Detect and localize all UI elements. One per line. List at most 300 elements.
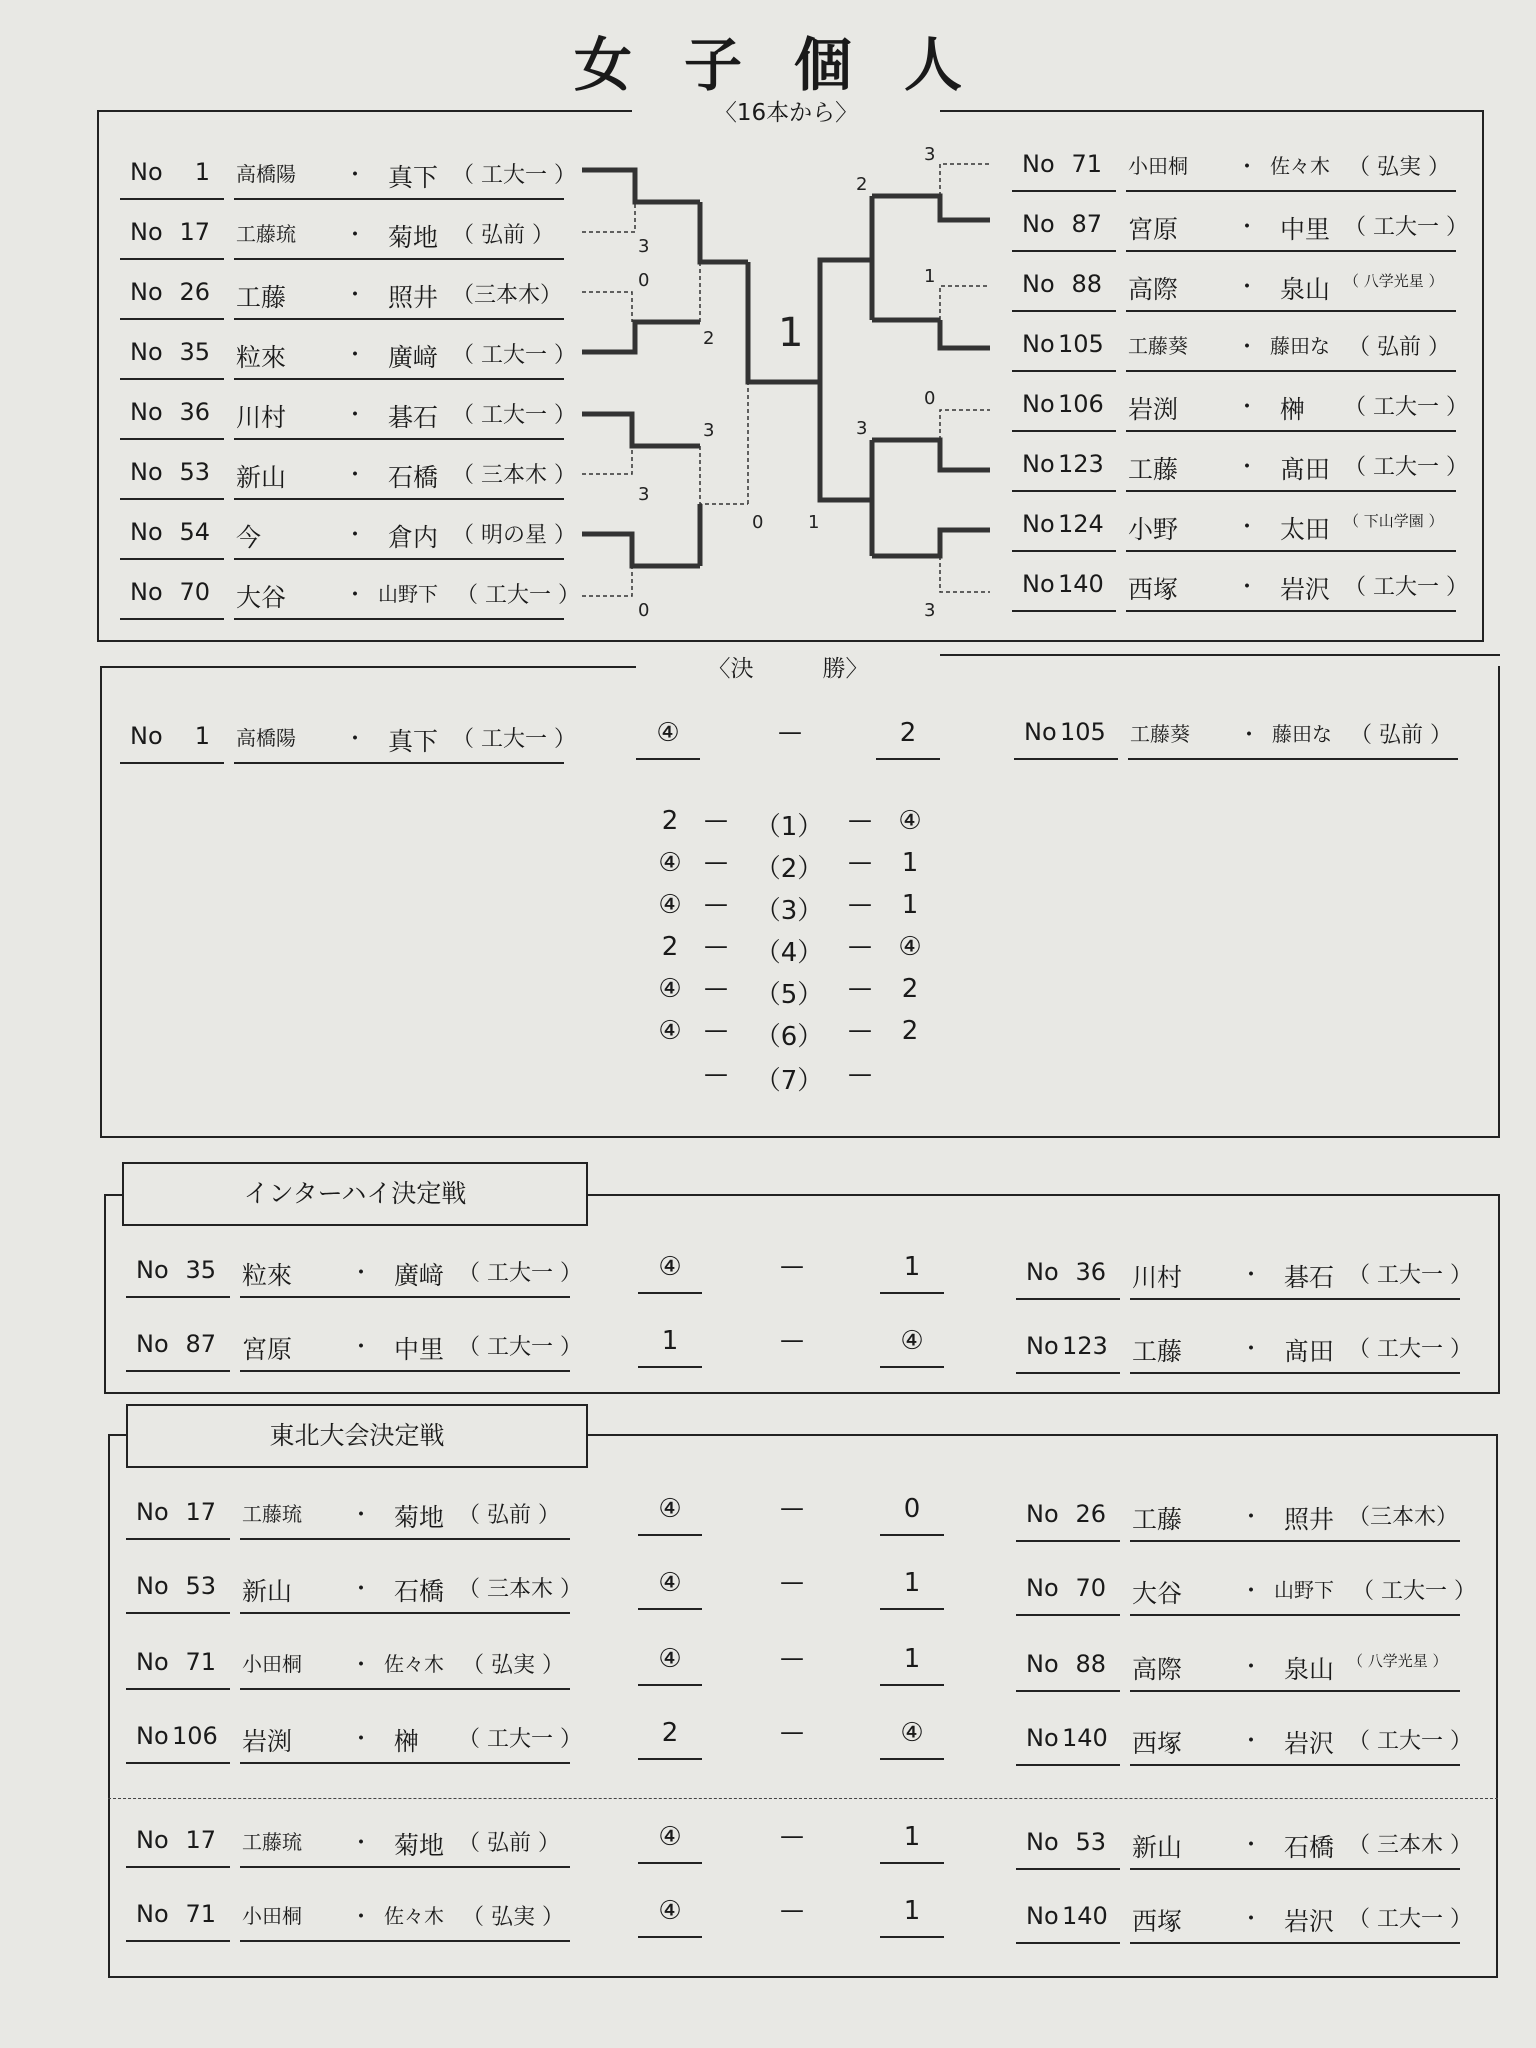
- player-name-1: 工藤葵: [1128, 334, 1188, 358]
- bracket-winner-line: [872, 530, 990, 556]
- player-name-2: 榊: [1280, 395, 1306, 424]
- player-name-2: 碁石: [388, 403, 439, 432]
- playoff-right-entry-row: [1016, 1326, 1472, 1372]
- school-name: （ 八学光星 ）: [1344, 272, 1444, 290]
- bout-dash: —: [848, 1060, 872, 1088]
- entry-no-label: No: [130, 398, 163, 426]
- player-name-2: 真下: [388, 163, 439, 192]
- page-title: 女子個人: [573, 31, 1014, 99]
- playoff-dash: —: [780, 1568, 804, 1596]
- playoff-score-left: 2: [661, 1718, 679, 1748]
- entry-no-label: No: [136, 1722, 169, 1750]
- bracket-loser-line: [940, 556, 990, 592]
- name-separator: ・: [1240, 1505, 1263, 1530]
- player-name-2: 菊地: [394, 1503, 445, 1532]
- player-name-1: 小田桐: [1128, 154, 1188, 178]
- bout-dash: —: [848, 932, 872, 960]
- playoff-score-right: 1: [903, 1896, 921, 1926]
- name-separator: ・: [350, 1577, 373, 1602]
- entry-underline: [1130, 1298, 1460, 1300]
- name-separator: ・: [1240, 1337, 1263, 1362]
- bout-number: （4）: [754, 938, 824, 968]
- entry-underline: [126, 1688, 230, 1690]
- playoff-left-entry-row: [126, 1894, 576, 1940]
- player-name-1: 小田桐: [242, 1904, 302, 1928]
- player-name-1: 小田桐: [242, 1652, 302, 1676]
- playoff-right-entry-row: [1016, 1822, 1472, 1868]
- score-underline: [880, 1608, 944, 1610]
- playoff-right-entry-row: [1016, 1718, 1472, 1764]
- bout-number: （2）: [754, 854, 824, 884]
- school-name: （ 工大一 ）: [1344, 215, 1468, 240]
- entry-underline: [1016, 1614, 1120, 1616]
- bracket-winner-line: [872, 196, 990, 220]
- name-separator: ・: [1240, 1655, 1263, 1680]
- bout-dash: —: [704, 932, 728, 960]
- school-name: （ 下山学園 ）: [1344, 512, 1444, 530]
- entry-underline: [1016, 1868, 1120, 1870]
- school-name: （ 工大一 ）: [1348, 1907, 1472, 1932]
- bracket-winner-line: [582, 414, 700, 446]
- player-name-2: 山野下: [1274, 1578, 1334, 1602]
- entry-underline: [126, 1612, 230, 1614]
- entry-number: 35: [185, 1256, 216, 1284]
- entry-underline: [240, 1538, 570, 1540]
- bracket-score: 1: [808, 512, 820, 533]
- entry-underline: [1130, 1690, 1460, 1692]
- bout-number: （5）: [754, 980, 824, 1010]
- entry-no-label: No: [1022, 450, 1055, 478]
- bracket-loser-line: [700, 446, 748, 504]
- bracket-winner-line: [582, 534, 700, 566]
- player-name-2: 石橋: [1284, 1833, 1335, 1862]
- name-separator: ・: [344, 223, 367, 248]
- score-underline: [638, 1534, 702, 1536]
- bracket-score: 3: [638, 236, 650, 257]
- entry-underline: [126, 1762, 230, 1764]
- bracket-loser-line: [940, 164, 990, 196]
- entry-number: 36: [179, 398, 210, 426]
- entry-number: 54: [179, 518, 210, 546]
- entry-no-label: No: [130, 218, 163, 246]
- school-name: （ 工大一 ）: [458, 1261, 582, 1286]
- bracket-score: 2: [703, 328, 715, 349]
- entry-no-label: No: [1026, 1724, 1059, 1752]
- score-underline: [638, 1862, 702, 1864]
- interhigh-tab: インターハイ決定戦: [122, 1162, 588, 1226]
- bracket-winner-line: [582, 170, 700, 202]
- score-underline: [880, 1758, 944, 1760]
- score-underline: [638, 1684, 702, 1686]
- school-name: （三本木）: [1348, 1505, 1459, 1530]
- playoff-left-entry-row: [126, 1716, 582, 1762]
- playoff-score-right: 1: [903, 1644, 921, 1674]
- final-left-entry-row: [120, 716, 576, 762]
- entry-underline: [240, 1866, 570, 1868]
- entry-no-label: No: [130, 578, 163, 606]
- entry-number: 71: [1071, 150, 1102, 178]
- school-name: （ 工大一 ）: [1348, 1729, 1472, 1754]
- entry-number: 140: [1062, 1724, 1108, 1752]
- name-separator: ・: [350, 1905, 373, 1930]
- player-name-1: 西塚: [1132, 1907, 1183, 1936]
- playoff-right-entry-row: [1016, 1252, 1472, 1298]
- player-name-2: 倉内: [388, 523, 439, 552]
- entry-no-label: No: [130, 518, 163, 546]
- school-name: （ 三本木 ）: [458, 1577, 582, 1602]
- player-name-1: 粒來: [242, 1261, 293, 1290]
- school-name: （ 工大一 ）: [1348, 1263, 1472, 1288]
- score-underline: [638, 1366, 702, 1368]
- entry-no-label: No: [130, 158, 163, 186]
- tohoku-tab: 東北大会決定戦: [126, 1404, 588, 1468]
- entry-underline: [126, 1370, 230, 1372]
- playoff-dash: —: [780, 1326, 804, 1354]
- entry-underline: [1128, 758, 1458, 760]
- bracket-score: 0: [752, 512, 764, 533]
- entry-underline: [1130, 1540, 1460, 1542]
- name-separator: ・: [1240, 1263, 1263, 1288]
- entry-underline: [1016, 1942, 1120, 1944]
- bout-number: （7）: [754, 1066, 824, 1096]
- school-name: （ 弘実 ）: [462, 1905, 564, 1930]
- playoff-score-right: 1: [903, 1568, 921, 1598]
- playoff-right-entry-row: [1016, 1568, 1476, 1614]
- player-name-2: 照井: [388, 283, 439, 312]
- bout-dash: —: [704, 1016, 728, 1044]
- school-name: （ 工大一 ）: [458, 1335, 582, 1360]
- playoff-right-entry-row: [1016, 1644, 1466, 1690]
- entry-no-label: No: [136, 1900, 169, 1928]
- player-name-1: 工藤: [1128, 455, 1179, 484]
- player-name-1: 新山: [1132, 1833, 1183, 1862]
- bracket-score: 0: [924, 388, 936, 409]
- bracket-loser-line: [582, 202, 635, 232]
- player-name-1: 工藤琉: [242, 1830, 302, 1854]
- bracket-loser-line: [940, 410, 990, 440]
- school-name: （ 弘前 ）: [458, 1503, 560, 1528]
- entry-number: 140: [1062, 1902, 1108, 1930]
- bracket-winner-line: [940, 320, 990, 348]
- bout-score-left: 2: [661, 932, 679, 962]
- player-name-1: 川村: [236, 403, 287, 432]
- bracket-score: 1: [924, 266, 936, 287]
- player-name-2: 藤田な: [1272, 722, 1332, 746]
- entry-no-label: No: [1022, 270, 1055, 298]
- score-underline: [880, 1684, 944, 1686]
- entry-number: 17: [185, 1498, 216, 1526]
- bout-number: （1）: [754, 812, 824, 842]
- playoff-dash: —: [780, 1644, 804, 1672]
- entry-number: 124: [1058, 510, 1104, 538]
- player-name-2: 石橋: [388, 463, 439, 492]
- school-name: （ 弘前 ）: [1348, 335, 1450, 360]
- bout-number: （6）: [754, 1022, 824, 1052]
- final-score-dash: —: [778, 718, 802, 746]
- entry-number: 36: [1075, 1258, 1106, 1286]
- entry-number: 71: [185, 1900, 216, 1928]
- player-name-2: 泉山: [1280, 275, 1331, 304]
- name-separator: ・: [1240, 1907, 1263, 1932]
- bracket-winner-line: [820, 260, 872, 382]
- school-name: （ 工大一 ）: [1344, 575, 1468, 600]
- final-score-left: ④: [656, 718, 680, 748]
- playoff-score-left: ④: [658, 1568, 682, 1598]
- bracket-loser-line: [582, 446, 632, 474]
- score-underline: [876, 758, 940, 760]
- entry-number: 26: [179, 278, 210, 306]
- bout-dash: —: [704, 848, 728, 876]
- entry-number: 35: [179, 338, 210, 366]
- entry-number: 123: [1062, 1332, 1108, 1360]
- entry-number: 17: [179, 218, 210, 246]
- playoff-dash: —: [780, 1718, 804, 1746]
- player-name-2: 髙田: [1284, 1337, 1335, 1366]
- bracket-loser-line: [582, 292, 632, 322]
- entry-underline: [240, 1940, 570, 1942]
- playoff-dash: —: [780, 1822, 804, 1850]
- entry-underline: [234, 762, 564, 764]
- playoff-left-entry-row: [126, 1642, 576, 1688]
- entry-number: 53: [179, 458, 210, 486]
- player-name-1: 宮原: [1128, 215, 1179, 244]
- player-name-2: 碁石: [1284, 1263, 1335, 1292]
- school-name: （ 工大一 ）: [1348, 1337, 1472, 1362]
- player-name-2: 泉山: [1284, 1655, 1335, 1684]
- entry-underline: [126, 1296, 230, 1298]
- bout-dash: —: [848, 974, 872, 1002]
- entry-number: 105: [1058, 330, 1104, 358]
- bout-number: （3）: [754, 896, 824, 926]
- school-name: （ 工大一 ）: [456, 583, 580, 608]
- player-name-2: 中里: [1280, 215, 1331, 244]
- bout-score-left: ④: [658, 1016, 682, 1046]
- entry-number: 106: [1058, 390, 1104, 418]
- player-name-2: 藤田な: [1270, 334, 1330, 358]
- player-name-2: 石橋: [394, 1577, 445, 1606]
- player-name-1: 宮原: [242, 1335, 293, 1364]
- entry-no-label: No: [136, 1572, 169, 1600]
- entry-underline: [1016, 1764, 1120, 1766]
- player-name-1: 西塚: [1132, 1729, 1183, 1758]
- name-separator: ・: [1236, 155, 1259, 180]
- entry-underline: [126, 1940, 230, 1942]
- entry-number: 87: [185, 1330, 216, 1358]
- name-separator: ・: [344, 583, 367, 608]
- name-separator: ・: [344, 343, 367, 368]
- entry-underline: [1016, 1298, 1120, 1300]
- player-name-1: 岩渕: [1128, 395, 1179, 424]
- player-name-1: 新山: [242, 1577, 293, 1606]
- player-name-1: 新山: [236, 463, 287, 492]
- playoff-dash: —: [780, 1252, 804, 1280]
- player-name-2: 中里: [394, 1335, 445, 1364]
- entry-underline: [1016, 1540, 1120, 1542]
- playoff-dash: —: [780, 1896, 804, 1924]
- entry-number: 88: [1071, 270, 1102, 298]
- bracket-score: 0: [638, 270, 650, 291]
- entry-number: 1: [194, 722, 210, 750]
- name-separator: ・: [1240, 1833, 1263, 1858]
- name-separator: ・: [1236, 575, 1259, 600]
- entry-no-label: No: [1022, 390, 1055, 418]
- playoff-left-entry-row: [126, 1324, 582, 1370]
- entry-number: 53: [185, 1572, 216, 1600]
- school-name: （ 工大一 ）: [452, 403, 576, 428]
- name-separator: ・: [1236, 275, 1259, 300]
- name-separator: ・: [1238, 723, 1261, 748]
- player-name-2: 山野下: [378, 582, 438, 606]
- entry-no-label: No: [1026, 1902, 1059, 1930]
- entry-number: 87: [1071, 210, 1102, 238]
- entry-underline: [1014, 758, 1118, 760]
- bracket-lines: [0, 0, 1536, 660]
- school-name: （ 明の星 ）: [452, 523, 576, 548]
- entry-underline: [1130, 1614, 1460, 1616]
- entry-number: 70: [1075, 1574, 1106, 1602]
- player-name-2: 佐々木: [1270, 154, 1330, 178]
- name-separator: ・: [344, 523, 367, 548]
- entry-no-label: No: [136, 1498, 169, 1526]
- bout-score-right: ④: [898, 932, 922, 962]
- bout-dash: —: [704, 1060, 728, 1088]
- entry-no-label: No: [1026, 1500, 1059, 1528]
- entry-number: 1: [194, 158, 210, 186]
- entry-underline: [120, 762, 224, 764]
- player-name-1: 今: [236, 523, 262, 552]
- bracket-loser-line: [940, 286, 990, 320]
- entry-underline: [240, 1370, 570, 1372]
- name-separator: ・: [1236, 455, 1259, 480]
- bout-score-right: ④: [898, 806, 922, 836]
- player-name-1: 工藤琉: [236, 222, 296, 246]
- bout-dash: —: [704, 890, 728, 918]
- player-name-1: 川村: [1132, 1263, 1183, 1292]
- entry-no-label: No: [130, 278, 163, 306]
- name-separator: ・: [350, 1335, 373, 1360]
- player-name-2: 佐々木: [384, 1652, 444, 1676]
- name-separator: ・: [344, 403, 367, 428]
- bracket-score: 0: [638, 600, 650, 621]
- player-name-1: 西塚: [1128, 575, 1179, 604]
- player-name-2: 佐々木: [384, 1904, 444, 1928]
- entry-no-label: No: [1026, 1258, 1059, 1286]
- name-separator: ・: [344, 283, 367, 308]
- entry-number: 70: [179, 578, 210, 606]
- entry-no-label: No: [1022, 330, 1055, 358]
- bout-score-left: ④: [658, 848, 682, 878]
- school-name: （ 工大一 ）: [1344, 455, 1468, 480]
- bout-dash: —: [848, 848, 872, 876]
- bout-dash: —: [848, 1016, 872, 1044]
- entry-no-label: No: [1026, 1828, 1059, 1856]
- player-name-1: 岩渕: [242, 1727, 293, 1756]
- bout-score-left: ④: [658, 890, 682, 920]
- playoff-right-entry-row: [1016, 1896, 1472, 1942]
- bout-dash: —: [848, 806, 872, 834]
- bracket-score: 3: [703, 420, 715, 441]
- playoff-left-entry-row: [126, 1820, 576, 1866]
- entry-number: 123: [1058, 450, 1104, 478]
- playoff-score-left: ④: [658, 1822, 682, 1852]
- player-name-2: 廣﨑: [388, 343, 439, 372]
- entry-underline: [1130, 1372, 1460, 1374]
- school-name: （ 八学光星 ）: [1348, 1652, 1448, 1670]
- playoff-left-entry-row: [126, 1492, 576, 1538]
- player-name-2: 髙田: [1280, 455, 1331, 484]
- player-name-2: 岩沢: [1284, 1907, 1335, 1936]
- school-name: （ 工大一 ）: [452, 163, 576, 188]
- school-name: （ 弘前 ）: [452, 223, 554, 248]
- player-name-2: 廣﨑: [394, 1261, 445, 1290]
- entry-underline: [1130, 1942, 1460, 1944]
- entry-number: 53: [1075, 1828, 1106, 1856]
- bracket-champion-mark: 1: [778, 310, 804, 356]
- playoff-score-left: ④: [658, 1644, 682, 1674]
- entry-underline: [126, 1538, 230, 1540]
- bracket-loser-line: [582, 566, 632, 596]
- entry-underline: [240, 1762, 570, 1764]
- entry-no-label: No: [136, 1330, 169, 1358]
- score-underline: [638, 1292, 702, 1294]
- name-separator: ・: [350, 1503, 373, 1528]
- school-name: （ 弘実 ）: [462, 1653, 564, 1678]
- bracket-winner-line: [872, 440, 990, 470]
- bout-score-right: 1: [901, 890, 919, 920]
- school-name: （ 弘前 ）: [458, 1831, 560, 1856]
- player-name-1: 工藤: [1132, 1505, 1183, 1534]
- bout-score-right: 1: [901, 848, 919, 878]
- score-underline: [880, 1936, 944, 1938]
- player-name-2: 太田: [1280, 515, 1331, 544]
- name-separator: ・: [1240, 1579, 1263, 1604]
- school-name: （ 三本木 ）: [452, 463, 576, 488]
- bracket-winner-line: [700, 202, 748, 262]
- school-name: （ 三本木 ）: [1348, 1833, 1472, 1858]
- player-name-1: 粒來: [236, 343, 287, 372]
- name-separator: ・: [1240, 1729, 1263, 1754]
- player-name-2: 岩沢: [1284, 1729, 1335, 1758]
- player-name-1: 高際: [1132, 1655, 1183, 1684]
- entry-no-label: No: [1022, 570, 1055, 598]
- player-name-1: 小野: [1128, 515, 1179, 544]
- playoff-score-right: 1: [903, 1252, 921, 1282]
- final-frame-top-left: [100, 666, 636, 668]
- entry-no-label: No: [1026, 1650, 1059, 1678]
- entry-underline: [126, 1866, 230, 1868]
- bracket-score: 3: [638, 484, 650, 505]
- name-separator: ・: [1236, 515, 1259, 540]
- final-frame-top-right: [940, 654, 1500, 656]
- playoff-score-left: ④: [658, 1896, 682, 1926]
- player-name-1: 工藤琉: [242, 1502, 302, 1526]
- bout-dash: —: [848, 890, 872, 918]
- bout-dash: —: [704, 974, 728, 1002]
- player-name-1: 高橋陽: [236, 726, 296, 750]
- playoff-score-left: ④: [658, 1494, 682, 1524]
- entry-no-label: No: [1022, 150, 1055, 178]
- entry-underline: [1016, 1372, 1120, 1374]
- score-underline: [880, 1292, 944, 1294]
- player-name-1: 高橋陽: [236, 162, 296, 186]
- entry-number: 71: [185, 1648, 216, 1676]
- player-name-1: 工藤: [236, 283, 287, 312]
- name-separator: ・: [344, 163, 367, 188]
- player-name-2: 榊: [394, 1727, 420, 1756]
- name-separator: ・: [1236, 215, 1259, 240]
- school-name: （ 工大一 ）: [452, 343, 576, 368]
- school-name: （ 工大一 ）: [1344, 395, 1468, 420]
